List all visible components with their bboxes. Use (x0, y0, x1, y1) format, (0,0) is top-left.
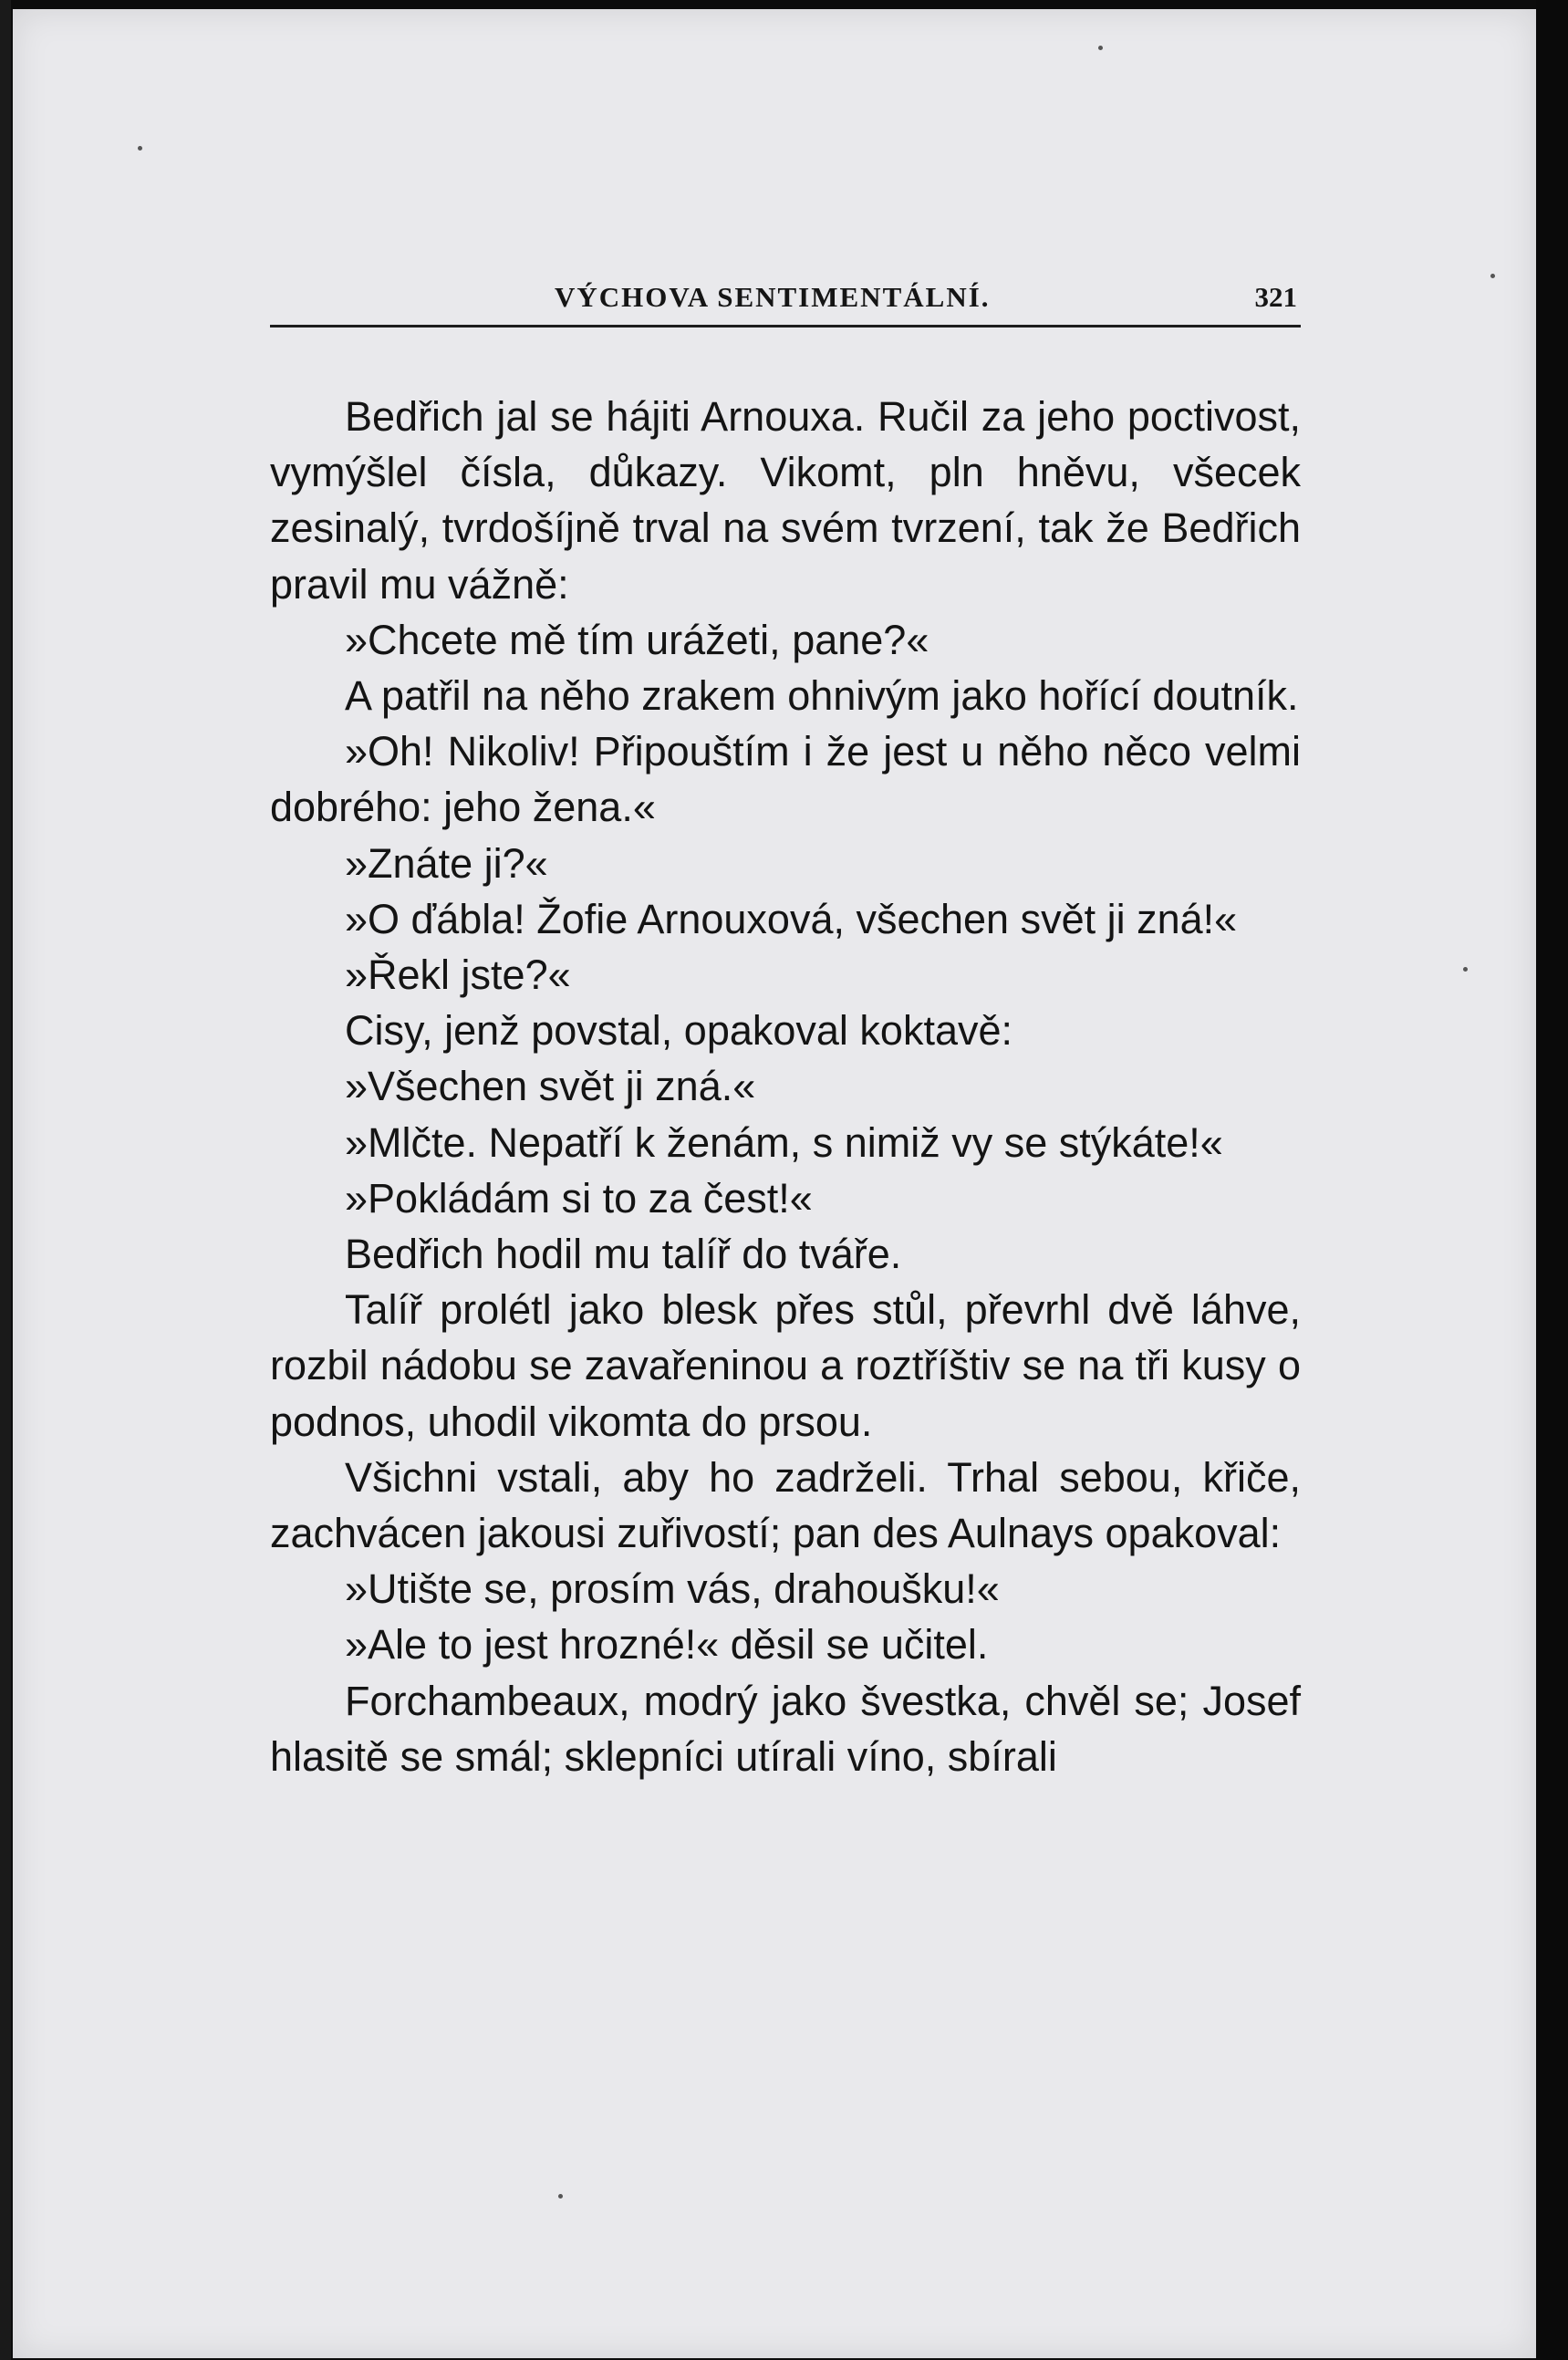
paragraph: »Oh! Nikoliv! Připouštím i že jest u něho něco velmi dobrého: jeho žena.« (270, 728, 1301, 831)
paper-speck (1490, 274, 1495, 278)
paragraph: »Pokládám si to za čest!« (345, 1174, 813, 1222)
paragraph: »Znáte ji?« (345, 839, 548, 887)
paper-speck (1098, 46, 1103, 50)
running-title: VÝCHOVA SENTIMENTÁLNÍ. (555, 281, 991, 313)
page-right-edge (1536, 0, 1568, 2360)
header-rule (270, 325, 1301, 327)
paragraph: »Všechen svět ji zná.« (345, 1063, 756, 1110)
running-header (270, 274, 1301, 328)
book-spine-edge (0, 0, 11, 2360)
paragraph: Všichni vstali, aby ho zadrželi. Trhal sebou, křiče, zachvácen jakousi zuřivostí; pan des Aulnays opakoval: (270, 1453, 1301, 1557)
paragraph: »Řekl jste?« (345, 951, 571, 999)
paper-speck (138, 146, 142, 151)
paragraph: »Chcete mě tím urážeti, pane?« (345, 616, 929, 663)
paragraph: »Utište se, prosím vás, drahoušku!« (345, 1565, 1000, 1613)
body-text (270, 389, 1301, 1784)
paragraph: »O ďábla! Žofie Arnouxová, všechen svět ji zná!« (345, 895, 1238, 942)
paragraph: »Ale to jest hrozné!« děsil se učitel. (345, 1621, 989, 1669)
page-number: 321 (1254, 281, 1297, 313)
paragraph: Bedřich jal se hájiti Arnouxa. Ručil za jeho poctivost, vymýšlel čísla, důkazy. Vikomt, pln hněvu, všecek zesinalý, tvrdošíjně trval na svém tvrzení, tak že Bedřich pravil mu vážně: (270, 393, 1301, 608)
paragraph: »Mlčte. Nepatří k ženám, s nimiž vy se stýkáte!« (345, 1118, 1223, 1166)
paragraph: Bedřich hodil mu talíř do tváře. (345, 1231, 902, 1278)
paragraph: Forchambeaux, modrý jako švestka, chvěl se; Josef hlasitě se smál; sklepníci utírali víno, sbírali (270, 1677, 1301, 1780)
paper-speck (558, 2194, 563, 2199)
paragraph: Talíř prolétl jako blesk přes stůl, převrhl dvě láhve, rozbil nádobu se zavařeninou a roztříštiv se na tři kusy o podnos, uhodil vikomta do prsou. (270, 1286, 1301, 1445)
paragraph: Cisy, jenž povstal, opakoval koktavě: (345, 1007, 1013, 1055)
paper-speck (1463, 967, 1468, 972)
paragraph: A patřil na něho zrakem ohnivým jako hořící doutník. (345, 672, 1299, 720)
